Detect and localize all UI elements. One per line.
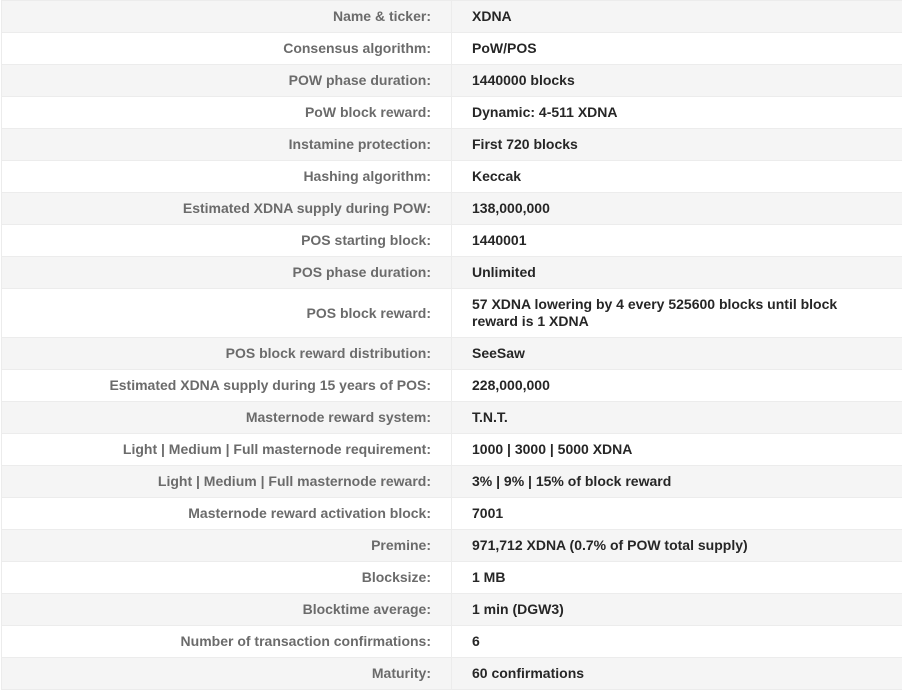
spec-row-premine [2,530,902,562]
spec-label: Estimated XDNA supply during POW: [2,193,452,225]
spec-row-masternode-activation-block [2,498,902,530]
spec-value: Keccak [452,161,902,193]
spec-label: Blocktime average: [2,594,452,626]
spec-label: Masternode reward activation block: [2,498,452,530]
spec-value: 57 XDNA lowering by 4 every 525600 blocks until block reward is 1 XDNA [452,289,902,338]
spec-row-pos-phase-duration [2,257,902,289]
spec-value: 6 [452,626,902,658]
spec-label: Maturity: [2,658,452,690]
spec-label: POS starting block: [2,225,452,257]
spec-table [1,0,902,690]
spec-row-maturity [2,658,902,690]
spec-value: Dynamic: 4-511 XDNA [452,97,902,129]
spec-value: 1000 | 3000 | 5000 XDNA [452,434,902,466]
spec-row-name-ticker [2,1,902,33]
spec-row-pos-starting-block [2,225,902,257]
spec-label: Consensus algorithm: [2,33,452,65]
spec-value: 7001 [452,498,902,530]
spec-label: Premine: [2,530,452,562]
spec-value: 1440001 [452,225,902,257]
spec-value: SeeSaw [452,338,902,370]
spec-label: POS block reward distribution: [2,338,452,370]
spec-row-blocktime-average [2,594,902,626]
spec-label: PoW block reward: [2,97,452,129]
spec-value: XDNA [452,1,902,33]
spec-row-pos-block-reward [2,289,902,338]
spec-row-pow-block-reward [2,97,902,129]
spec-row-pos-reward-distribution [2,338,902,370]
spec-value: 60 confirmations [452,658,902,690]
spec-label: Instamine protection: [2,129,452,161]
spec-row-pow-phase-duration [2,65,902,97]
spec-label: Number of transaction confirmations: [2,626,452,658]
spec-value: Unlimited [452,257,902,289]
spec-value: T.N.T. [452,402,902,434]
spec-value: First 720 blocks [452,129,902,161]
spec-label: POS phase duration: [2,257,452,289]
spec-label: Name & ticker: [2,1,452,33]
spec-value: 138,000,000 [452,193,902,225]
spec-label: POS block reward: [2,289,452,338]
spec-value: 1 MB [452,562,902,594]
spec-label: Light | Medium | Full masternode reward: [2,466,452,498]
spec-label: POW phase duration: [2,65,452,97]
spec-value: 228,000,000 [452,370,902,402]
spec-value: 1 min (DGW3) [452,594,902,626]
spec-row-instamine-protection [2,129,902,161]
spec-label: Blocksize: [2,562,452,594]
spec-row-masternode-requirement [2,434,902,466]
spec-row-pos-supply [2,370,902,402]
spec-label: Estimated XDNA supply during 15 years of POS: [2,370,452,402]
spec-row-pow-supply [2,193,902,225]
spec-value: 3% | 9% | 15% of block reward [452,466,902,498]
spec-row-transaction-confirmations [2,626,902,658]
spec-label: Masternode reward system: [2,402,452,434]
spec-row-hashing-algorithm [2,161,902,193]
spec-label: Hashing algorithm: [2,161,452,193]
spec-row-consensus-algorithm [2,33,902,65]
spec-value: PoW/POS [452,33,902,65]
spec-value: 971,712 XDNA (0.7% of POW total supply) [452,530,902,562]
spec-row-masternode-reward [2,466,902,498]
spec-label: Light | Medium | Full masternode requirement: [2,434,452,466]
spec-value: 1440000 blocks [452,65,902,97]
spec-row-masternode-reward-system [2,402,902,434]
spec-row-blocksize [2,562,902,594]
